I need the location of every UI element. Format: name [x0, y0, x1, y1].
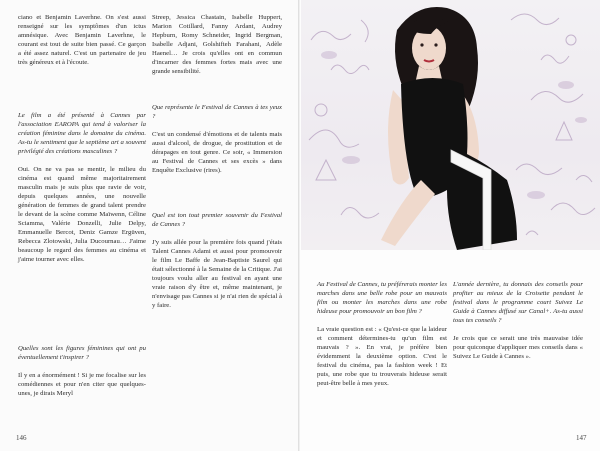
interview-question: Quel est ton tout premier souvenir du Festival de Cannes ?	[152, 212, 282, 228]
paragraph: J'y suis allée pour la première fois quand j'étais Talent Cannes Adami et aussi pour promouvoir le film Le Baffe de Jean-Baptiste Saurel qui était sélectionné à la Semaine de la Critique. J'ai toujours voulu aller au festival en ayant une vraie raison d'y être et, même maintenant, je n'envisage pas Cannes si je n'ai rien de spécial à y faire.	[152, 239, 282, 309]
paragraph: C'est un condensé d'émotions et de talents mais aussi d'alcool, de drogue, de prostitution et de dérapages en tout genre. Ce soir, « Immersion au Festival de Cannes et ses excès » dans Enquête Exclusive (rires).	[152, 131, 282, 174]
paragraph: ciano et Benjamin Laverhne. On s'est aussi renseigné sur les symptômes d'un ictus amnésique. Avec Benjamin Laverhne, le courant est tout de suite bien passé. Ce garçon a été assez naturel. C'est un partenaire de jeu très généreux et à l'écoute.	[18, 14, 146, 66]
interview-question: Que représente le Festival de Cannes à tes yeux ?	[152, 104, 282, 120]
interview-question: Quelles sont les figures féminines qui ont pu éventuellement t'inspirer ?	[18, 345, 146, 361]
paragraph: Oui. On ne va pas se mentir, le milieu du cinéma est quand même majoritairement masculin mais je suis plus que ravie de voir, depuis quelques années, une nouvelle génération de femmes de grand talent prendre le devant de la scène comme Maïwenn, Céline Sciamma, Valérie Donzelli, Julie Delpy, Emmanuelle Bercot, Deniz Gamze Ergüven, Rebecca Zlotowski, Julia Ducournau… J'aime beaucoup le regard des femmes au cinéma et j'aime tourner avec elles.	[18, 166, 146, 263]
eye-shape	[420, 43, 423, 46]
page-number: 147	[576, 434, 587, 442]
portrait-photo	[301, 0, 600, 250]
portrait-illustration	[301, 0, 600, 250]
interview-question: L'année dernière, tu donnais des conseils pour profiter au mieux de la Croisette pendant le festival dans le programme court Suivez Le Guide à Cannes diffusé sur Canal+. As-tu aussi tous tes conseils ?	[453, 281, 583, 324]
paragraph: La vraie question est : « Qu'est-ce que la laideur et comment détermines-tu qu'un film est mauvais ? ». En vrai, je préfère bien évidemment la deuxième option. C'est le festival du cinéma, pas la fashion week ! Et puis, une robe que tu trouverais hideuse serait peut-être belle à mes yeux.	[317, 326, 447, 387]
interview-question: Au Festival de Cannes, tu préférerais monter les marches dans une belle robe pour un mauvais film ou monter les marches dans une robe hideuse pour promouvoir un bon film ?	[317, 281, 447, 315]
paragraph: Je crois que ce serait une très mauvaise idée pour quiconque d'appliquer mes conseils dans « Suivez Le Guide à Cannes ».	[453, 335, 583, 360]
paragraph: Streep, Jessica Chastain, Isabelle Huppert, Marion Cotillard, Fanny Ardant, Audrey Hepburn, Romy Schneider, Ingrid Bergman, Isabelle Adjani, Golshifteh Farahani, Adèle Haenel… Je crois qu'elles ont en commun d'incarner des femmes fortes mais avec une grande sensibilité.	[152, 14, 282, 75]
interview-question: Le film a été présenté à Cannes par l'association EAROPA qui tend à valoriser la création féminine dans le domaine du cinéma. As-tu le sentiment que le septième art a souvent privilégié des créations masculines ?	[18, 112, 146, 155]
leg-shape	[381, 180, 435, 246]
paragraph: Il y en a énormément ! Si je me focalise sur les comédiennes et pour n'en citer que quelques-unes, je dirais Meryl	[18, 372, 146, 397]
left-column-2	[152, 13, 282, 310]
left-column-1	[18, 13, 146, 398]
page-number: 146	[16, 434, 27, 442]
right-column-2	[453, 280, 583, 361]
right-column-1	[317, 280, 447, 388]
left-page	[0, 0, 299, 451]
eye-shape	[434, 43, 437, 46]
